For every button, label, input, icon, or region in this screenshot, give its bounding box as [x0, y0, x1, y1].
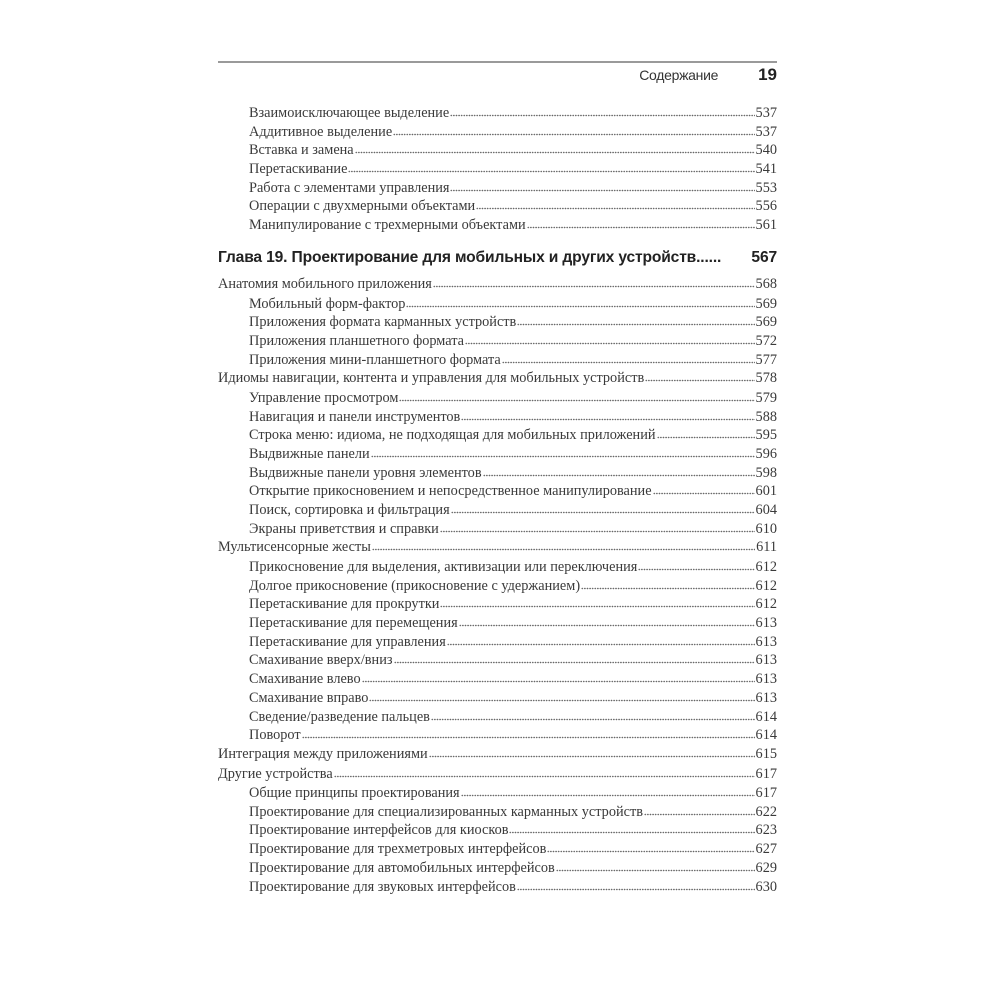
toc-entry-page: 595: [755, 427, 777, 444]
toc-entry-page: 615: [755, 745, 777, 762]
toc-entry-title: Манипулирование с трехмерными объектами: [249, 217, 526, 234]
toc-entry-title: Общие принципы проектирования: [249, 785, 460, 802]
dot-leader: [581, 586, 754, 590]
toc-entry-title: Приложения мини-планшетного формата: [249, 351, 501, 368]
toc-entry-title: Выдвижные панели уровня элементов: [249, 464, 482, 481]
dot-leader: [451, 510, 755, 514]
toc-list-top: [218, 104, 777, 235]
dot-leader: [483, 473, 755, 477]
toc-entry-title: Навигация и панели инструментов: [249, 408, 461, 425]
toc-subsection-entry[interactable]: [218, 295, 777, 314]
toc-entry-page: 553: [755, 179, 777, 196]
toc-subsection-entry[interactable]: [218, 821, 777, 840]
toc-entry-title: Аддитивное выделение: [249, 123, 393, 140]
dot-leader: [406, 304, 754, 308]
toc-subsection-entry[interactable]: [218, 216, 777, 235]
toc-entry-page: 561: [755, 217, 777, 234]
toc-subsection-entry[interactable]: [218, 614, 777, 633]
chapter-title: Глава 19. Проектирование для мобильных и других устройств: [218, 249, 697, 266]
toc-subsection-entry[interactable]: [218, 445, 777, 464]
toc-section-entry[interactable]: [218, 538, 777, 558]
toc-entry-page: 627: [755, 841, 777, 858]
dot-leader: [355, 150, 755, 154]
toc-subsection-entry[interactable]: [218, 633, 777, 652]
toc-entry-page: 610: [755, 520, 777, 537]
toc-entry-title: Проектирование для звуковых интерфейсов: [249, 878, 516, 895]
toc-entry-page: 622: [755, 803, 777, 820]
toc-subsection-entry[interactable]: [218, 197, 777, 216]
dot-leader: [459, 623, 755, 627]
dot-leader: [527, 225, 755, 229]
dot-leader: [399, 398, 754, 402]
dot-leader: [372, 547, 755, 551]
toc-subsection-entry[interactable]: [218, 123, 777, 142]
toc-entry-title: Смахивание вверх/вниз: [249, 652, 393, 669]
toc-list: [218, 275, 777, 896]
dot-leader: [450, 188, 754, 192]
toc-entry-title: Строка меню: идиома, не подходящая для мобильных приложений: [249, 427, 656, 444]
toc-subsection-entry[interactable]: [218, 160, 777, 179]
toc-subsection-entry[interactable]: [218, 651, 777, 670]
toc-entry-title: Смахивание вправо: [249, 689, 369, 706]
dot-leader: [450, 113, 754, 117]
dot-leader: [657, 435, 755, 439]
dot-leader: [348, 169, 754, 173]
toc-subsection-entry[interactable]: [218, 501, 777, 520]
dot-leader: [476, 206, 754, 210]
toc-entry-page: 614: [755, 708, 777, 725]
page-number: 19: [758, 65, 777, 84]
toc-subsection-entry[interactable]: [218, 577, 777, 596]
toc-section-entry[interactable]: [218, 765, 777, 785]
dot-leader: [517, 887, 755, 891]
toc-entry-page: 568: [755, 276, 777, 292]
toc-entry-title: Проектирование интерфейсов для киосков: [249, 822, 509, 839]
toc-entry-title: Идиомы навигации, контента и управления для мобильных устройств: [218, 370, 645, 387]
toc-subsection-entry[interactable]: [218, 351, 777, 370]
toc-entry-title: Приложения формата карманных устройств: [249, 314, 517, 331]
dot-leader: [517, 322, 754, 326]
running-header: [218, 64, 777, 86]
toc-subsection-entry[interactable]: [218, 464, 777, 483]
dot-leader: [645, 378, 754, 382]
toc-subsection-entry[interactable]: [218, 859, 777, 878]
toc-entry-page: 630: [755, 878, 777, 895]
toc-entry-title: Перетаскивание для перемещения: [249, 615, 458, 632]
toc-entry-page: 613: [755, 615, 777, 632]
toc-subsection-entry[interactable]: [218, 558, 777, 577]
dot-leader: [461, 417, 754, 421]
toc-subsection-entry[interactable]: [218, 803, 777, 822]
toc-subsection-entry[interactable]: [218, 840, 777, 859]
dot-leader: [556, 868, 755, 872]
dot-leader: [461, 793, 755, 797]
dot-leader: [302, 735, 755, 739]
toc-subsection-entry[interactable]: [218, 426, 777, 445]
toc-entry-title: Прикосновение для выделения, активизации или переключения: [249, 559, 638, 576]
chapter-leader: ......: [696, 249, 722, 266]
toc-entry-page: 614: [755, 727, 777, 744]
toc-chapter-entry[interactable]: [218, 247, 777, 269]
toc-entry-page: 617: [755, 765, 777, 782]
header-rule: [218, 61, 777, 63]
toc-entry-title: Выдвижные панели: [249, 446, 370, 462]
running-header-section: Содержание: [639, 67, 719, 83]
dot-leader: [509, 830, 754, 834]
dot-leader: [429, 754, 755, 758]
toc-entry-title: Экраны приветствия и справки: [249, 520, 439, 537]
toc-entry-title: Работа с элементами управления: [249, 179, 450, 196]
toc-subsection-entry[interactable]: [218, 408, 777, 427]
toc-entry-page: 612: [755, 596, 777, 613]
toc-entry-page: 601: [755, 483, 777, 500]
toc-subsection-entry[interactable]: [218, 179, 777, 198]
toc-section-entry[interactable]: [218, 745, 777, 765]
toc-entry-title: Поиск, сортировка и фильтрация: [249, 502, 450, 519]
toc-subsection-entry[interactable]: [218, 708, 777, 727]
toc-entry-title: Взаимоисключающее выделение: [249, 105, 450, 121]
toc-subsection-entry[interactable]: [218, 520, 777, 539]
toc-entry-page: 612: [755, 577, 777, 594]
dot-leader: [465, 341, 755, 345]
toc-entry-page: 617: [755, 785, 777, 802]
toc-entry-title: Перетаскивание для управления: [249, 633, 446, 650]
dot-leader: [431, 717, 755, 721]
toc-section-entry[interactable]: [218, 369, 777, 389]
toc-entry-page: 556: [755, 198, 777, 215]
dot-leader: [547, 849, 754, 853]
toc-subsection-entry[interactable]: [218, 482, 777, 501]
toc-entry-page: 537: [755, 105, 777, 121]
dot-leader: [369, 698, 754, 702]
toc-subsection-entry[interactable]: [218, 332, 777, 351]
toc-entry-page: 613: [755, 633, 777, 650]
toc-entry-page: 613: [755, 671, 777, 688]
toc-subsection-entry[interactable]: [218, 104, 777, 123]
toc-subsection-entry[interactable]: [218, 595, 777, 614]
dot-leader: [371, 454, 755, 458]
toc-entry-page: 569: [755, 314, 777, 331]
toc-entry-page: 596: [755, 446, 777, 462]
toc-subsection-entry[interactable]: [218, 141, 777, 160]
dot-leader: [394, 660, 755, 664]
toc-entry-title: Другие устройства: [218, 765, 333, 782]
dot-leader: [644, 812, 755, 816]
toc-entry-title: Проектирование для автомобильных интерфейсов: [249, 859, 555, 876]
toc-entry-page: 579: [755, 389, 777, 406]
toc-entry-title: Вставка и замена: [249, 142, 354, 159]
dot-leader: [653, 491, 755, 495]
toc-entry-page: 588: [755, 408, 777, 425]
toc-subsection-entry[interactable]: [218, 670, 777, 689]
toc-entry-page: 613: [755, 689, 777, 706]
toc-entry-title: Мобильный форм-фактор: [249, 295, 406, 312]
toc-entry-page: 612: [755, 559, 777, 576]
toc-entry-page: 598: [755, 464, 777, 481]
toc-subsection-entry[interactable]: [218, 784, 777, 803]
toc-entry-page: 572: [755, 332, 777, 349]
toc-entry-title: Открытие прикосновением и непосредственное манипулирование: [249, 483, 652, 500]
toc-subsection-entry[interactable]: [218, 313, 777, 332]
dot-leader: [638, 567, 754, 571]
dot-leader: [440, 529, 755, 533]
toc-entry-page: 623: [755, 822, 777, 839]
toc-entry-title: Сведение/разведение пальцев: [249, 708, 430, 725]
toc-entry-page: 569: [755, 295, 777, 312]
dot-leader: [440, 604, 754, 608]
toc-entry-title: Проектирование для трехметровых интерфейсов: [249, 841, 547, 858]
toc-entry-page: 541: [755, 161, 777, 178]
toc-subsection-entry[interactable]: [218, 389, 777, 408]
toc-entry-title: Смахивание влево: [249, 671, 361, 688]
toc-entry-page: 577: [755, 351, 777, 368]
toc-subsection-entry[interactable]: [218, 726, 777, 745]
toc-entry-title: Анатомия мобильного приложения: [218, 276, 432, 292]
toc-entry-title: Перетаскивание для прокрутки: [249, 596, 440, 613]
toc-entry-page: 611: [756, 539, 777, 556]
toc-entry-page: 629: [755, 859, 777, 876]
chapter-page: 567: [751, 249, 777, 266]
toc-entry-title: Проектирование для специализированных карманных устройств: [249, 803, 643, 820]
toc-entry-title: Долгое прикосновение (прикосновение с удержанием): [249, 577, 581, 594]
toc-entry-title: Интеграция между приложениями: [218, 745, 428, 762]
toc-entry-title: Перетаскивание: [249, 161, 348, 178]
toc-entry-page: 537: [755, 123, 777, 140]
toc-subsection-entry[interactable]: [218, 878, 777, 897]
toc-entry-title: Поворот: [249, 727, 301, 744]
toc-entry-title: Приложения планшетного формата: [249, 332, 464, 349]
toc-entry-page: 578: [755, 370, 777, 387]
toc-entry-title: Операции с двухмерными объектами: [249, 198, 476, 215]
toc-subsection-entry[interactable]: [218, 689, 777, 708]
toc-entry-title: Мультисенсорные жесты: [218, 539, 371, 556]
dot-leader: [502, 360, 755, 364]
dot-leader: [447, 642, 755, 646]
dot-leader: [334, 774, 755, 778]
dot-leader: [362, 679, 755, 683]
dot-leader: [433, 284, 755, 288]
toc-entry-page: 604: [755, 502, 777, 519]
toc-entry-title: Управление просмотром: [249, 389, 399, 406]
toc-entry-page: 540: [755, 142, 777, 159]
toc-section-entry[interactable]: [218, 275, 777, 295]
dot-leader: [393, 132, 754, 136]
toc-entry-page: 613: [755, 652, 777, 669]
